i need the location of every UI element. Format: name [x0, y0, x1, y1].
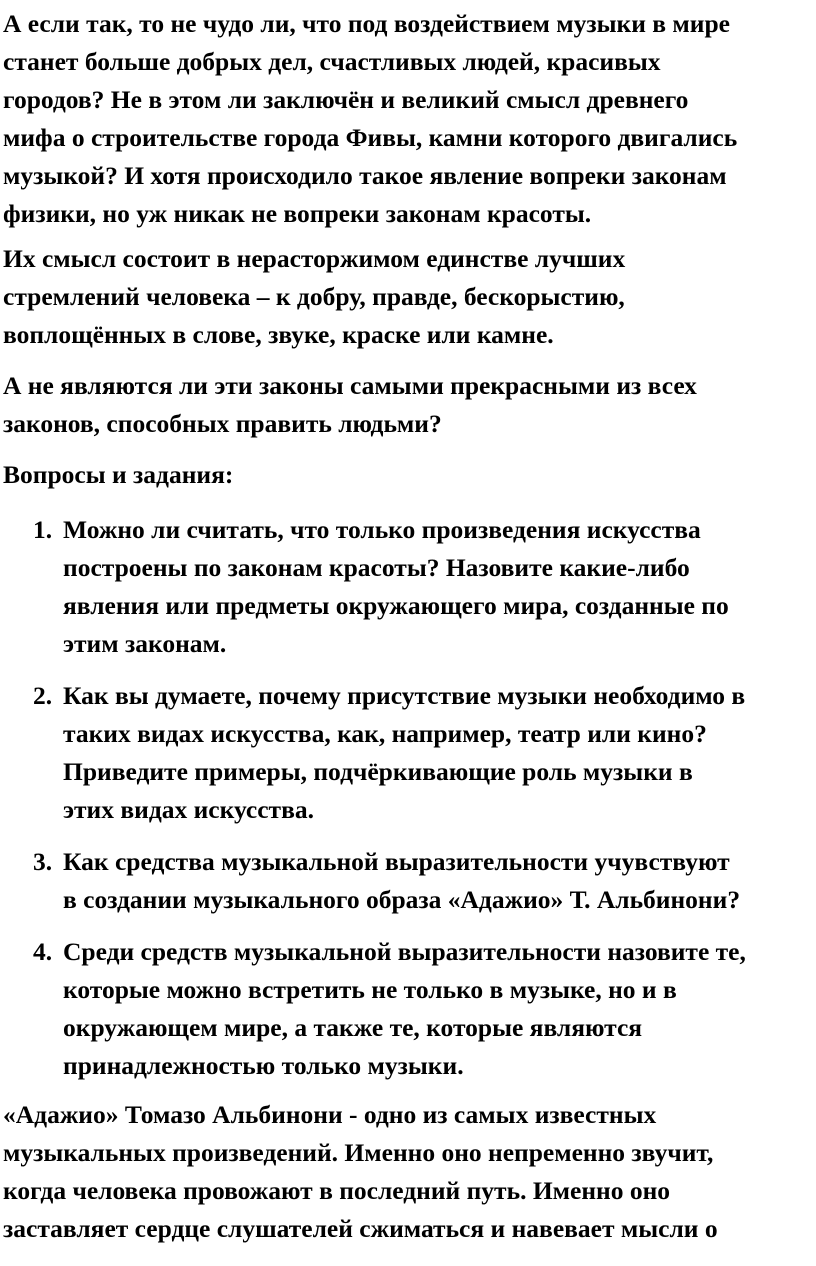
text-line: таких видах искусства, как, например, театр или кино? — [63, 719, 707, 748]
text-line: городов? Не в этом ли заключён и великий смысл древнего — [3, 85, 689, 114]
text-line: Как вы думаете, почему присутствие музыки необходимо в — [63, 681, 746, 710]
text-line: музыкой? И хотя происходило такое явление вопреки законам — [3, 161, 727, 190]
laws-paragraph — [3, 367, 813, 443]
text-line: этих видах искусства. — [63, 795, 314, 824]
text-line: воплощённых в слове, звуке, краске или камне. — [3, 320, 554, 349]
text-line: музыкальных произведений. Именно оно непременно звучит, — [3, 1138, 714, 1167]
question-number: 3. — [33, 847, 53, 876]
text-line: стремлений человека – к добру, правде, бескорыстию, — [3, 282, 625, 311]
text-line: этим законам. — [63, 629, 227, 658]
text-line: законов, способных править людьми? — [3, 409, 442, 438]
text-line: физики, но уж никак не вопреки законам красоты. — [3, 199, 592, 228]
text-line: Как средства музыкальной выразительности учувствуют — [63, 847, 730, 876]
text-line: когда человека провожают в последний путь. Именно оно — [3, 1176, 671, 1205]
question-number: 1. — [33, 515, 53, 544]
question-text — [63, 511, 813, 663]
question-number: 2. — [33, 681, 53, 710]
text-line: заставляет сердце слушателей сжиматься и навевает мысли о — [3, 1214, 718, 1243]
text-line: станет больше добрых дел, счастливых людей, красивых — [3, 47, 661, 76]
text-line: окружающем мире, а также те, которые являются — [63, 1013, 643, 1042]
meaning-paragraph — [3, 240, 813, 354]
questions-heading-text: Вопросы и задания: — [3, 460, 234, 489]
question-text — [63, 677, 813, 829]
text-line: А если так, то не чудо ли, что под воздействием музыки в мире — [3, 9, 730, 38]
intro-paragraph — [3, 5, 813, 233]
text-line: Их смысл состоит в нерасторжимом единстве лучших — [3, 244, 626, 273]
text-line: Можно ли считать, что только произведения искусства — [63, 515, 701, 544]
text-line: мифа о строительстве города Фивы, камни которого двигались — [3, 123, 738, 152]
text-line: принадлежностью только музыки. — [63, 1051, 464, 1080]
text-line: построены по законам красоты? Назовите какие-либо — [63, 553, 690, 582]
text-line: которые можно встретить не только в музыке, но и в — [63, 975, 677, 1004]
text-line: Среди средств музыкальной выразительности назовите те, — [63, 937, 746, 966]
text-line: явления или предметы окружающего мира, созданные по — [63, 591, 729, 620]
text-line: Приведите примеры, подчёркивающие роль музыки в — [63, 757, 693, 786]
adagio-paragraph — [3, 1096, 813, 1248]
question-number: 4. — [33, 937, 53, 966]
text-line: А не являются ли эти законы самыми прекрасными из всех — [3, 371, 697, 400]
text-line: «Адажио» Томазо Альбинони - одно из самых известных — [3, 1100, 657, 1129]
question-text — [63, 933, 813, 1085]
question-text — [63, 843, 813, 919]
text-line: в создании музыкального образа «Адажио» Т. Альбинони? — [63, 885, 741, 914]
questions-heading — [3, 456, 813, 494]
